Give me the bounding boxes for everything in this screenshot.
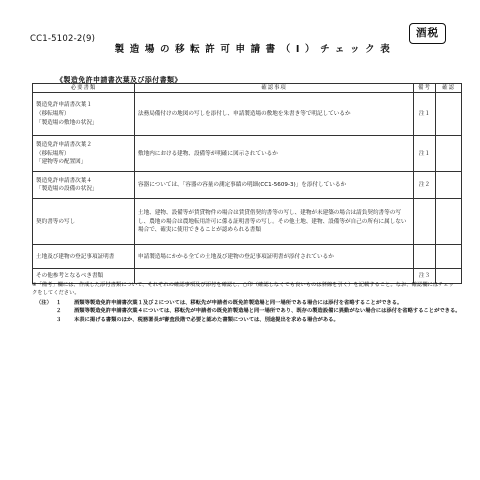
- required-document-cell: [33, 172, 135, 199]
- required-document-cell: [33, 93, 135, 136]
- column-header-check-items: 確認事項: [135, 84, 414, 93]
- note-number: １: [56, 300, 62, 306]
- checklist-table: [32, 83, 462, 284]
- column-header-documents: 必要書類: [33, 84, 135, 93]
- check-item-cell: 敷地内における建物、設備等が明確に図示されているか: [135, 136, 414, 172]
- form-code: CC1-5102-2(9): [30, 34, 96, 44]
- document-line: 契約書等の写し: [36, 218, 76, 225]
- document-line: 製造免許申請書次葉４: [36, 177, 92, 184]
- remarks-cell: 注２: [414, 172, 436, 199]
- check-item-cell: 法務局備付けの地図の写しを添付し、申請製造場の敷地を朱書き等で明記しているか: [135, 93, 414, 136]
- document-line: 製造免許申請書次葉１: [36, 102, 92, 109]
- note-number: ２: [56, 308, 62, 315]
- confirm-checkbox-cell[interactable]: [436, 172, 462, 199]
- required-document-cell: [33, 245, 135, 269]
- note-item: [36, 316, 466, 324]
- notes-indent: [36, 316, 56, 324]
- liquor-tax-stamp: 酒税: [409, 23, 446, 44]
- column-header-remarks: 備考: [414, 84, 436, 93]
- note-number: ３: [56, 316, 62, 323]
- notes-indent: [36, 307, 56, 315]
- required-document-cell: [33, 136, 135, 172]
- document-line: 土地及び建物の登記事項証明書: [36, 253, 115, 260]
- remarks-cell: [414, 199, 436, 245]
- notes-section: [36, 299, 466, 324]
- document-line: 「製造場の敷地の状況」: [36, 119, 98, 126]
- note-text: 酒類等製造免許申請書次葉４については、移転先が申請者の既免許製造場と同一場所であり、既存の製造設備に異動がない場合には添付を省略することができる。: [74, 308, 461, 315]
- required-document-cell: [33, 199, 135, 245]
- document-line: （移転場所）: [36, 150, 70, 157]
- note-text: 酒類等製造免許申請書次葉１及び２については、移転先が申請者の既免許製造場と同一場所である場合には添付を省略することができる。: [74, 300, 403, 306]
- remarks-cell: 注１: [414, 93, 436, 136]
- table-row: [33, 199, 462, 245]
- document-line: 製造免許申請書次葉２: [36, 141, 92, 148]
- table-header-row: [33, 84, 462, 93]
- remarks-footnote: ※「備考」欄には、作成した添付書類について、それぞれの確認事項及び添付を確認し、○印（確認しなくても良いものは斜線を引く）を記載すること。なお、確認欄にはチェックをしてください。: [32, 282, 454, 296]
- table-row: [33, 93, 462, 136]
- document-line: その他参考となるべき書類: [36, 273, 104, 280]
- page-title: 製造場の移転許可申請書（Ⅰ）チェック表: [114, 44, 396, 55]
- document-line: （移転場所）: [36, 111, 70, 118]
- check-item-cell: 申請製造場にかかる全ての土地及び建物の登記事項証明書が添付されているか: [135, 245, 414, 269]
- check-item-cell: 容器については、「容器の容量の測定事績の明細(CC1-5609-3)」を添付しているか: [135, 172, 414, 199]
- confirm-checkbox-cell[interactable]: [436, 136, 462, 172]
- column-header-confirm: 確認: [436, 84, 462, 93]
- check-item-cell: 土地、建物、設備等が賃貸物件の場合は賃貸借契約書等の写し、建物が未建築の場合は請負契約書等の写し、農地の場合は農地転用許可に係る証明書等の写し。その他土地、建物、設備等が自己の所有に属しない場合で、確実に使用できることが認められる書類: [135, 199, 414, 245]
- confirm-checkbox-cell[interactable]: [436, 93, 462, 136]
- confirm-checkbox-cell[interactable]: [436, 199, 462, 245]
- table-row: [33, 172, 462, 199]
- table-row: [33, 245, 462, 269]
- document-line: 「製造場の設備の状況」: [36, 186, 98, 193]
- remarks-cell: 注１: [414, 136, 436, 172]
- note-item: [36, 299, 466, 307]
- remarks-cell: 注３: [414, 269, 436, 284]
- note-item: [36, 307, 466, 315]
- table-row: [33, 136, 462, 172]
- section-title: 《製造免許申請書次葉及び添付書類》: [56, 76, 182, 84]
- note-text: 本表に掲げる書類のほか、税務署長が審査段階で必要と認めた書類については、別途提出を求める場合がある。: [74, 316, 339, 323]
- document-line: 「建物等の配置図」: [36, 159, 87, 166]
- confirm-checkbox-cell[interactable]: [436, 245, 462, 269]
- notes-label: （注）: [36, 300, 52, 306]
- remarks-cell: [414, 245, 436, 269]
